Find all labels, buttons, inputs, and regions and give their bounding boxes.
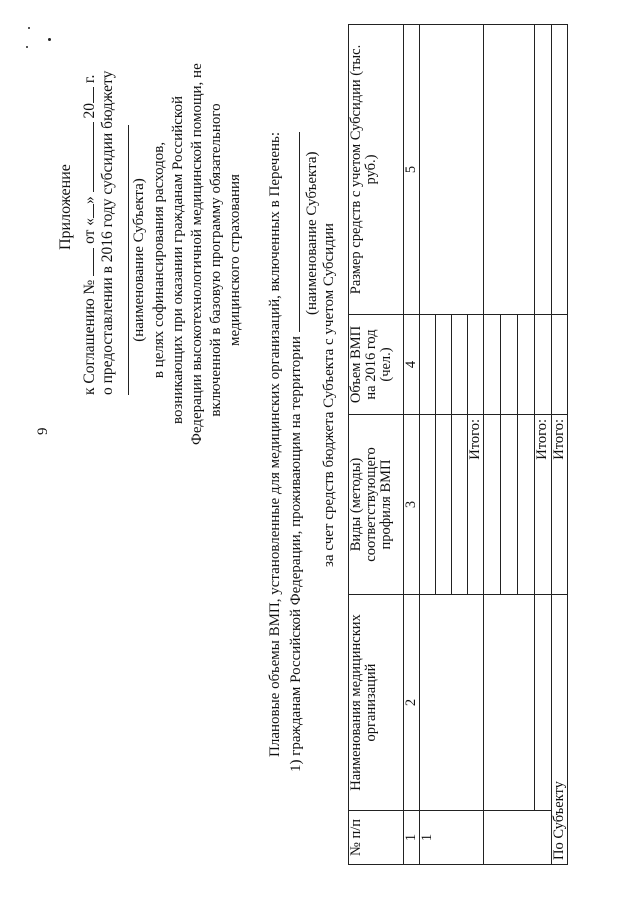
volume-cell <box>501 315 518 415</box>
subject-caption: (наименование Субъекта) <box>131 178 147 342</box>
volume-cell <box>518 315 535 415</box>
territory-caption: (наименование Субъекта) <box>304 151 320 315</box>
volume-cell <box>468 315 484 415</box>
purpose-line-1: в целях софинансирования расходов, <box>151 141 167 379</box>
method-cell <box>484 415 501 595</box>
agreement-year-suffix: г. <box>81 74 98 84</box>
funds-cell <box>484 25 535 315</box>
volume-cell <box>551 315 567 415</box>
header-cell-number: № п/п <box>349 811 404 865</box>
subsidy-line: о предоставлении в 2016 году субсидии бюджету <box>99 70 116 395</box>
column-number-2: 2 <box>404 595 420 811</box>
funds-cell <box>535 25 551 315</box>
header-cell-funds: Размер средств с учетом Субсидии (тыс. руб.) <box>349 25 404 315</box>
agreement-month-blank <box>80 122 94 192</box>
organization-cell <box>535 595 551 811</box>
row-index-empty <box>484 811 551 865</box>
purpose-line-5: медицинского страхования <box>227 174 243 346</box>
table-row-total <box>535 25 551 865</box>
agreement-day-blank <box>80 204 94 218</box>
agreement-year-blank <box>80 87 94 103</box>
funding-line: за счет средств бюджета Субъекта с учетом Субсидии <box>321 223 337 567</box>
volume-cell <box>420 315 436 415</box>
column-number-3: 3 <box>404 415 420 595</box>
column-number-5: 5 <box>404 25 420 315</box>
grand-total-label: Итого: <box>551 415 567 595</box>
appendix-title: Приложение <box>57 164 74 250</box>
header-cell-volume: Объем ВМП на 2016 год (чел.) <box>349 315 404 415</box>
organization-cell <box>484 595 535 811</box>
volume-cell <box>436 315 452 415</box>
vmp-volume-table <box>348 24 568 865</box>
purpose-line-4: включенной в базовую программу обязательного <box>208 103 224 417</box>
total-label: Итого: <box>535 415 551 595</box>
method-cell <box>420 415 436 595</box>
agreement-number-blank <box>80 248 94 276</box>
funds-cell <box>420 25 484 315</box>
organization-cell <box>420 595 484 811</box>
section-item-1-text: 1) гражданам Российской Федерации, проживающим на территории <box>288 336 304 772</box>
subject-total-label: По Субъекту <box>551 595 567 865</box>
territory-blank <box>286 132 300 332</box>
method-cell <box>501 415 518 595</box>
volume-cell <box>484 315 501 415</box>
table-row <box>420 25 436 865</box>
table-number-row <box>404 25 420 865</box>
agreement-prefix: к Соглашению № <box>81 279 98 395</box>
subtotal-label: Итого: <box>468 415 484 595</box>
section-title: Плановые объемы ВМП, установленные для медицинских организаций, включенных в Перечень: <box>267 131 283 757</box>
method-cell <box>436 415 452 595</box>
funds-cell <box>551 25 567 315</box>
column-number-1: 1 <box>404 811 420 865</box>
page-number: 9 <box>35 427 51 435</box>
purpose-line-3: Федерации высокотехнологичной медицинской помощи, не <box>189 63 205 445</box>
column-number-4: 4 <box>404 315 420 415</box>
subject-name-blank <box>128 125 129 395</box>
agreement-year-prefix: 20 <box>81 102 98 119</box>
table-header-row <box>349 25 404 865</box>
header-cell-organizations: Наименования медицинских организаций <box>349 595 404 811</box>
table-row-subject-total <box>551 25 567 865</box>
row-index: 1 <box>420 811 484 865</box>
table-row <box>484 25 501 865</box>
agreement-close: » <box>81 196 98 204</box>
method-cell <box>452 415 468 595</box>
purpose-line-2: возникающих при оказании гражданам Российской <box>170 96 186 424</box>
section-item-1 <box>286 132 304 772</box>
agreement-from: от « <box>81 217 98 244</box>
volume-cell <box>452 315 468 415</box>
volume-cell <box>535 315 551 415</box>
header-cell-methods: Виды (методы) соответствующего профиля ВМП <box>349 415 404 595</box>
agreement-line <box>80 75 98 395</box>
method-cell <box>518 415 535 595</box>
